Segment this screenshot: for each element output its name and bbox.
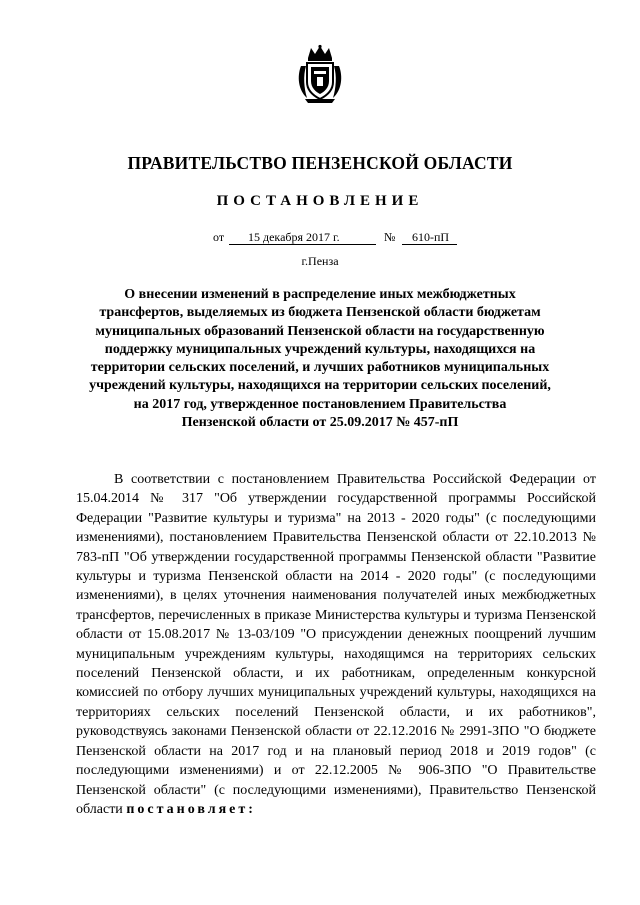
number-prefix: № [384, 230, 396, 244]
document-date: 15 декабря 2017 г. [248, 230, 340, 244]
government-title: ПРАВИТЕЛЬСТВО ПЕНЗЕНСКОЙ ОБЛАСТИ [127, 153, 513, 173]
subject-line: учреждений культуры, находящихся на территории сельских поселений, [89, 378, 551, 394]
subject-line: трансфертов, выделяемых из бюджета Пензенской области бюджетам [99, 305, 541, 321]
document-number: 610-пП [412, 230, 450, 244]
subject-line: поддержку муниципальных учреждений культуры, находящихся на [104, 341, 536, 357]
subject-line: на 2017 год, утвержденное постановлением Правительства [133, 396, 507, 412]
date-prefix: от [213, 230, 225, 244]
document-subject [70, 286, 570, 432]
body-paragraph [76, 470, 596, 819]
date-underline [229, 244, 376, 245]
document-type: ПОСТАНОВЛЕНИЕ [216, 193, 424, 209]
subject-line: территории сельских поселений, и лучших работников муниципальных [90, 360, 550, 376]
body-text: В соответствии с постановлением Правительства Российской Федерации от 15.04.2014 № 317 "Об утверждении государственной программы Российской Федерации "Развитие культуры и туризма" на 2013 - 2020 годы" (с последующими изменениями), постановлением Правительства Пензенской области от 22.10.2013 № 783-пП "Об утверждении государственной программы Пензенской области "Развитие культуры и туризма Пензенской области на 2014 - 2020 годы" (с последующими изменениями), в целях уточнения наименования получателей иных межбюджетных трансфертов, перечисленных в приказе Министерства культуры и туризма Пензенской области от 15.08.2017 № 13-03/109 "О присуждении денежных поощрений лучшим муниципальным учреждениям культуры, находящимся на территориях сельских поселений Пензенской области, и их работникам, определенным конкурсной комиссией по отбору лучших муниципальных учреждений культуры, находящихся на территориях сельских поселений Пензенской области, и их работников", руководствуясь законами Пензенской области от 22.12.2016 № 2991-ЗПО "О бюджете Пензенской области на 2017 год и на плановый период 2018 и 2019 годов" (с последующими изменениями) и от 22.12.2005 № 906-ЗПО "О Правительстве Пензенской области" (с последующими изменениями), Правительство Пензенской области [76, 472, 596, 817]
resolves-word: постановляет: [126, 801, 256, 817]
subject-line: О внесении изменений в распределение иных межбюджетных [124, 287, 516, 302]
subject-line: муниципальных образований Пензенской области на государственную [95, 323, 545, 339]
city: г.Пенза [301, 254, 339, 268]
subject-line: Пензенской области от 25.09.2017 № 457-пП [181, 415, 459, 431]
number-underline [402, 244, 457, 245]
coat-of-arms-icon [295, 44, 345, 104]
